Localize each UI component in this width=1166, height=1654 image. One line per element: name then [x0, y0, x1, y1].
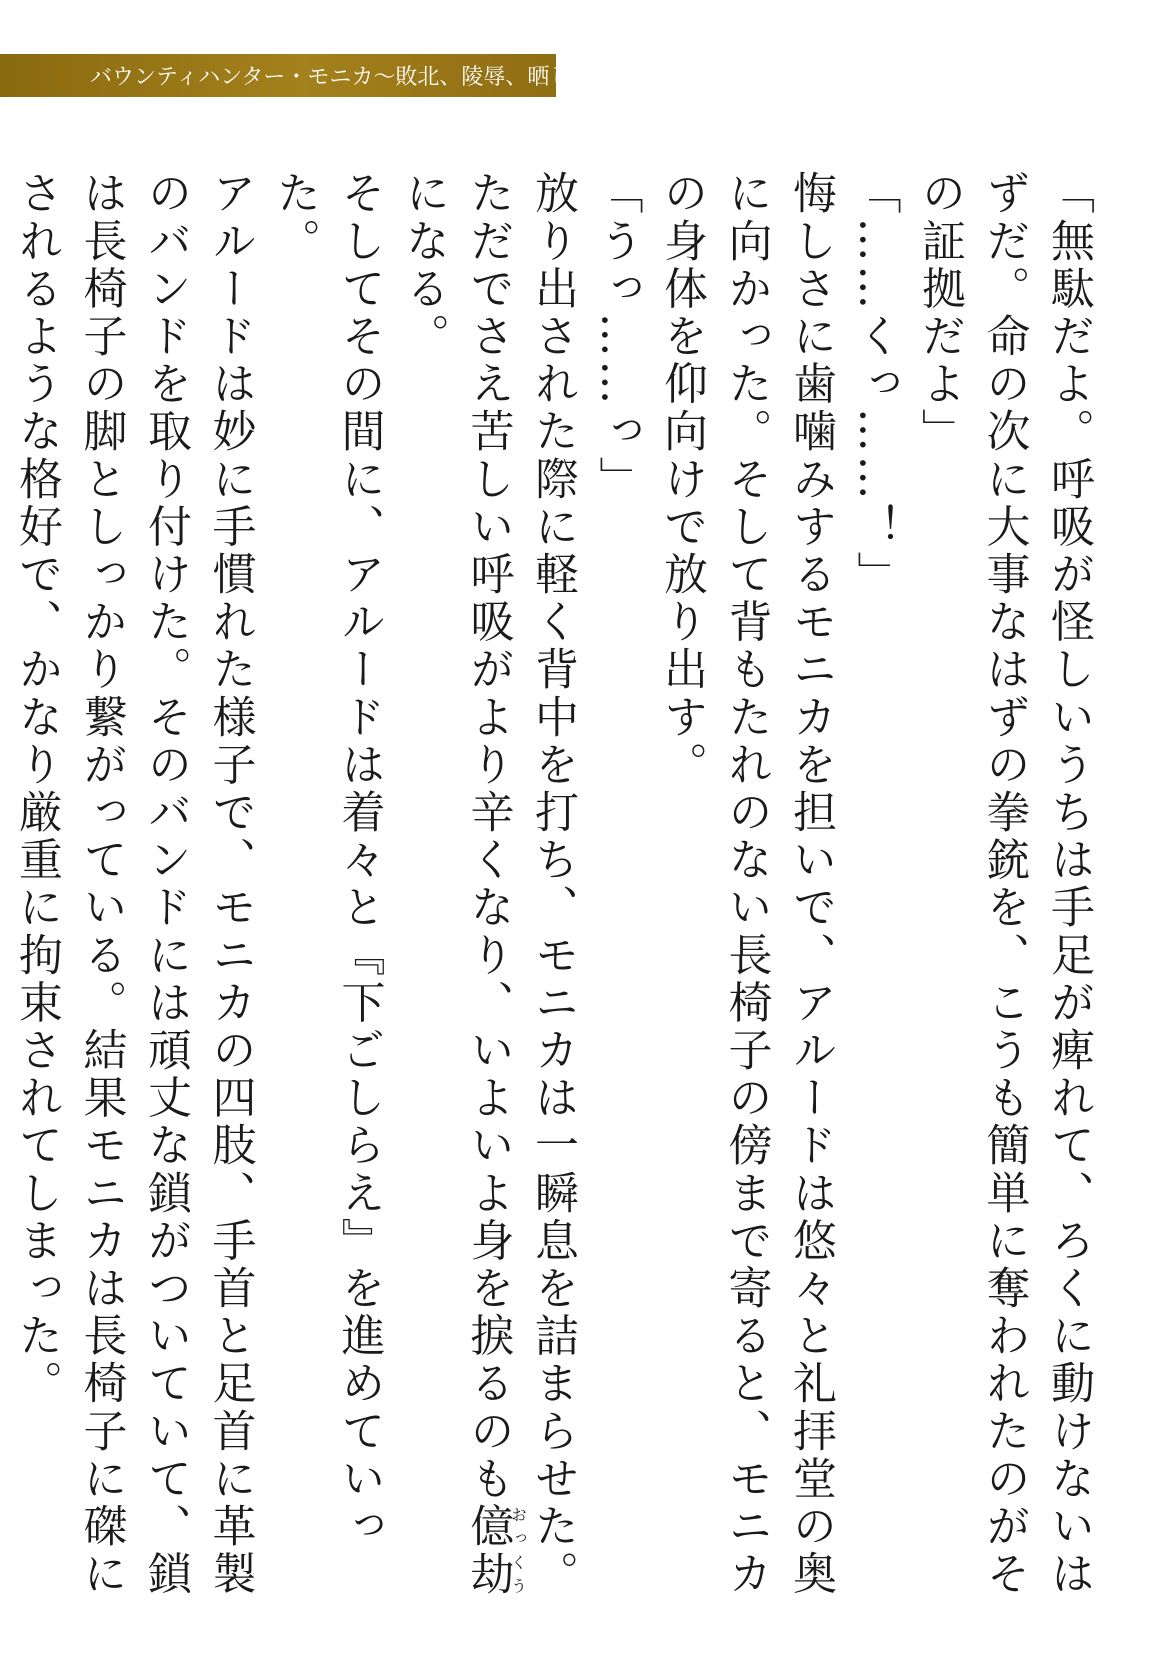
paragraph-6: そしてその間に、アルードは着々と『下ごしらえ』を進めていった。 [269, 170, 385, 1551]
vertical-body-text [11, 170, 1100, 1610]
paragraph-1: 「無駄だよ。呼吸が怪しいうちは手足が痺れて、ろくに動けないはずだ。命の次に大事なはずの拳銃を、こうも簡単に奪われたのがその証拠だよ」 [914, 170, 1094, 1598]
paragraph-8 [0, 170, 4, 1610]
paragraph-5 [391, 170, 585, 1610]
ruby-base: 億劫 [462, 1502, 514, 1599]
paragraph-5-ending: になる。 [398, 170, 449, 361]
book-title: バウンティハンター・モニカ〜敗北、陵辱、晒し者〜 [90, 65, 616, 90]
paragraph-4: 「うっ……っ」 [591, 170, 643, 504]
header-banner [0, 54, 616, 97]
ruby-okkuu [462, 1502, 528, 1599]
paragraph-3: 悔しさに歯噛みするモニカを担いで、アルードは悠々と礼拝堂の奥に向かった。そして背もたれのない長椅子の傍まで寄ると、モニカの身体を仰向けで放り出す。 [656, 170, 836, 1598]
ruby-reading: おっくう [508, 1502, 528, 1598]
paragraph-2: 「……くっ……！」 [849, 170, 901, 599]
paragraph-7: アルードは妙に手慣れた様子で、モニカの四肢、手首と足首に革製のバンドを取り付けた。そのバンドには頑丈な鎖がついていて、鎖は長椅子の脚としっかり繋がっている。結果モニカは長椅子に磔にされるような格好で、かなり厳重に拘束されてしまった。 [11, 170, 256, 1598]
paragraph-5-text: 放り出された際に軽く背中を打ち、モニカは一瞬息を詰まらせた。ただでさえ苦しい呼吸がより辛くなり、いよいよ身を捩るのも [462, 170, 578, 1598]
